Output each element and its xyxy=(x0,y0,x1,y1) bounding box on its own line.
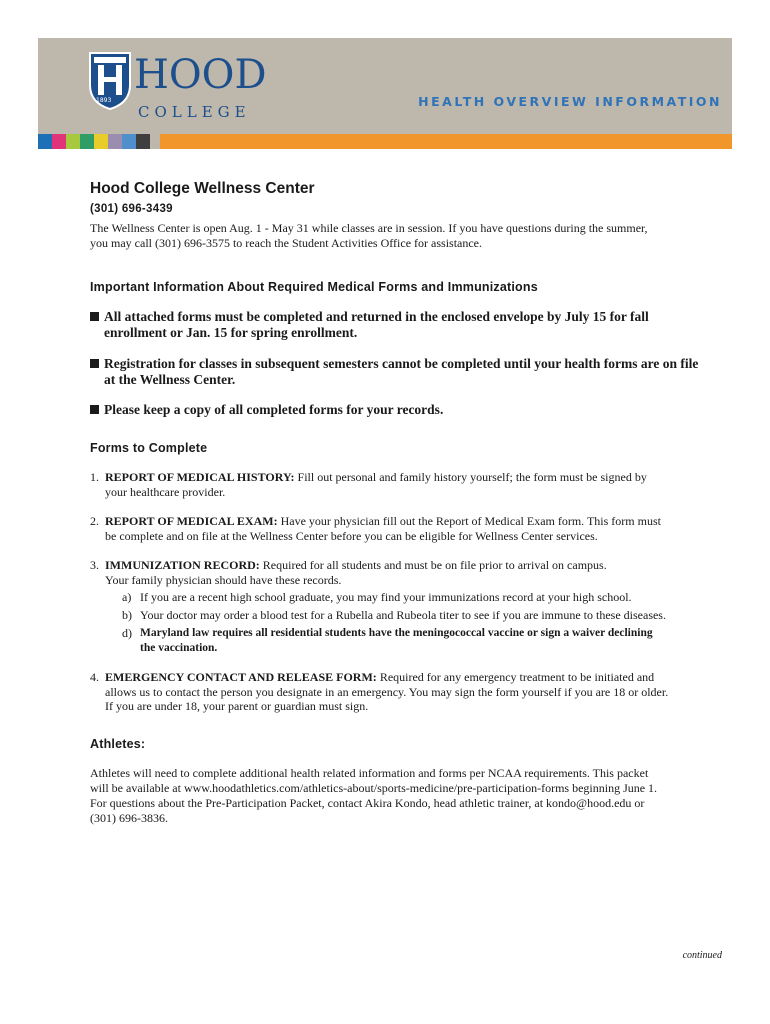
form-item-text: Fill out personal and family history yourself; the form must be signed by xyxy=(294,470,647,484)
form-item-number: 1. xyxy=(90,470,99,484)
form-item-title: REPORT OF MEDICAL HISTORY: xyxy=(105,470,295,484)
form-item xyxy=(90,670,710,714)
subitem-letter: b) xyxy=(122,608,132,622)
subitem-letter: d) xyxy=(122,626,132,640)
athletes-line: (301) 696-3836. xyxy=(90,811,168,825)
athletes-line: Athletes will need to complete additional health related information and forms per NCAA requirements. This packet xyxy=(90,766,649,780)
important-info-heading: Important Information About Required Medical Forms and Immunizations xyxy=(90,280,538,294)
athletes-line: For questions about the Pre-Participation Packet, contact Akira Kondo, head athletic trainer, at kondo@hood.edu or xyxy=(90,796,645,810)
immunization-subitem xyxy=(122,626,712,655)
stripe-square xyxy=(52,134,66,149)
form-item-line xyxy=(105,470,710,485)
form-item-line xyxy=(105,558,710,573)
stripe-square xyxy=(136,134,150,149)
important-bullet xyxy=(90,402,710,418)
form-item-line: your healthcare provider. xyxy=(105,484,226,499)
stripe-square xyxy=(38,134,52,149)
form-item-line xyxy=(105,670,710,685)
stripe-square xyxy=(150,134,160,149)
logo-college-text: COLLEGE xyxy=(138,103,251,121)
bullet-line: at the Wellness Center. xyxy=(104,372,236,387)
forms-heading: Forms to Complete xyxy=(90,441,208,455)
immunization-subitem xyxy=(122,608,712,623)
form-item xyxy=(90,558,710,587)
bullet-line: enrollment or Jan. 15 for spring enrollment. xyxy=(104,325,358,340)
form-item-line: be complete and on file at the Wellness Center before you can be eligible for Wellness Center services. xyxy=(105,528,598,543)
form-item-line: If you are under 18, your parent or guardian must sign. xyxy=(105,699,369,713)
subitem-text: Maryland law requires all residential students have the meningococcal vaccine or sign a waiver declining xyxy=(140,627,653,639)
wellness-center-title: Hood College Wellness Center xyxy=(90,180,315,197)
bullet-line: Please keep a copy of all completed forms for your records. xyxy=(104,402,444,417)
form-item-title: REPORT OF MEDICAL EXAM: xyxy=(105,514,278,528)
stripe-square xyxy=(66,134,80,149)
form-item-number: 4. xyxy=(90,670,99,684)
square-bullet-icon xyxy=(90,405,99,414)
bullet-line: All attached forms must be completed and returned in the enclosed envelope by July 15 for fall xyxy=(104,309,649,324)
form-item xyxy=(90,514,710,543)
form-item-text: Required for all students and must be on file prior to arrival on campus. xyxy=(259,558,607,572)
athletes-paragraph xyxy=(90,766,657,826)
stripe-square xyxy=(108,134,122,149)
form-item xyxy=(90,470,710,499)
form-item-title: IMMUNIZATION RECORD: xyxy=(105,558,260,572)
logo-year: 1893 xyxy=(96,97,112,104)
hood-college-logo xyxy=(88,51,278,131)
subitem-text: the vaccination. xyxy=(140,641,218,654)
form-item-title: EMERGENCY CONTACT AND RELEASE FORM: xyxy=(105,670,377,684)
logo-wordmark: HOOD xyxy=(134,52,267,98)
form-item-line: allows us to contact the person you designate in an emergency. You may sign the form yourself if you are 18 or older. xyxy=(105,684,669,699)
important-bullet xyxy=(90,356,710,388)
form-item-text: Have your physician fill out the Report of Medical Exam form. This form must xyxy=(277,514,661,528)
subitem-letter: a) xyxy=(122,590,132,604)
stripe-square xyxy=(122,134,136,149)
form-item-number: 3. xyxy=(90,558,99,572)
intro-paragraph xyxy=(90,221,648,251)
continued-note: continued xyxy=(682,950,722,961)
intro-line: The Wellness Center is open Aug. 1 - May 31 while classes are in session. If you have questions during the summer, xyxy=(90,221,648,235)
stripe-square xyxy=(80,134,94,149)
immunization-subitem xyxy=(122,590,712,605)
square-bullet-icon xyxy=(90,312,99,321)
square-bullet-icon xyxy=(90,359,99,368)
athletes-heading: Athletes: xyxy=(90,737,146,751)
form-item-number: 2. xyxy=(90,514,99,528)
important-bullet xyxy=(90,309,710,341)
stripe-square xyxy=(94,134,108,149)
header-title: HEALTH OVERVIEW INFORMATION xyxy=(418,94,722,109)
form-item-line: Your family physician should have these records. xyxy=(105,572,342,587)
subitem-text: Your doctor may order a blood test for a Rubella and Rubeola titer to see if you are immune to these diseases. xyxy=(140,608,666,622)
wellness-center-phone: (301) 696-3439 xyxy=(90,203,173,215)
intro-line: you may call (301) 696-3575 to reach the Student Activities Office for assistance. xyxy=(90,236,483,250)
athletes-line: will be available at www.hoodathletics.com/athletics-about/sports-medicine/pre-participation-forms beginning June 1. xyxy=(90,781,658,795)
form-item-line xyxy=(105,514,710,529)
form-item-text: Required for any emergency treatment to be initiated and xyxy=(376,670,655,684)
header-band xyxy=(38,38,732,134)
subitem-text: If you are a recent high school graduate, you may find your immunizations record at your high school. xyxy=(140,590,632,604)
color-stripe xyxy=(38,134,732,149)
bullet-line: Registration for classes in subsequent semesters cannot be completed until your health forms are on file xyxy=(104,356,699,371)
